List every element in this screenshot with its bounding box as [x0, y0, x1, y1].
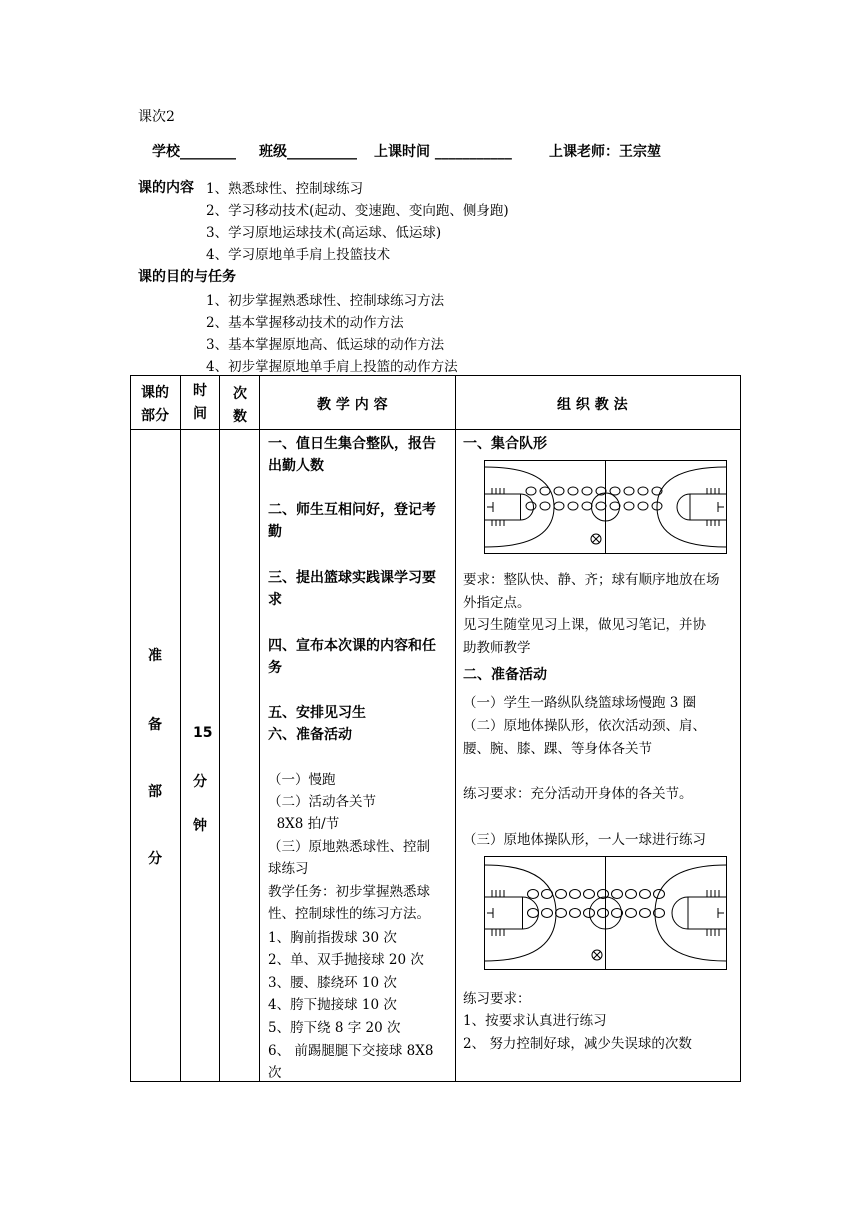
goal-item: 3、基本掌握原地高、低运球的动作方法 [206, 337, 445, 353]
goal-item: 1、初步掌握熟悉球性、控制球练习方法 [206, 293, 445, 309]
content-line: 求 [268, 592, 282, 608]
method-line: 外指定点。 [463, 595, 531, 611]
part-char: 部 [148, 784, 162, 800]
method-line: 练习要求： [463, 991, 531, 1007]
court-diagram [484, 856, 727, 970]
content-line: 6、 前踢腿腿下交接球 8X8 [268, 1043, 434, 1059]
teacher-field: 上课老师：王宗堃 [549, 144, 661, 160]
content-line: 2、单、双手抛接球 20 次 [268, 952, 424, 968]
content-line: 3、腰、膝绕环 10 次 [268, 975, 397, 991]
content-item: 1、熟悉球性、控制球练习 [206, 181, 364, 197]
time-field: 上课时间 ___________ [374, 144, 512, 160]
content-line: 三、提出篮球实践课学习要 [268, 570, 436, 586]
content-line: 5、胯下绕 8 字 20 次 [268, 1020, 401, 1036]
method-line: 要求：整队快、静、齐；球有顺序地放在场 [463, 572, 720, 588]
school-field: 学校________ [152, 144, 236, 160]
method-line: 练习要求：充分活动开身体的各关节。 [463, 786, 693, 802]
method-line: 腰、腕、膝、踝、等身体各关节 [463, 741, 652, 757]
header-method: 组 织 教 法 [557, 397, 628, 413]
content-line: 出勤人数 [268, 458, 324, 474]
time-value: 15 [193, 725, 213, 741]
content-line: （二）活动各关节 [268, 794, 376, 810]
goal-item: 4、初步掌握原地单手肩上投篮的动作方法 [206, 359, 458, 375]
method-line: 助教师教学 [463, 640, 531, 656]
content-line: 1、胸前指拨球 30 次 [268, 930, 397, 946]
method-line: 2、 努力控制好球，减少失误球的次数 [463, 1036, 692, 1052]
content-line: 二、师生互相问好，登记考 [268, 502, 436, 518]
header-part: 课的 [141, 385, 169, 401]
content-heading: 课的内容 [138, 180, 194, 196]
goal-item: 2、基本掌握移动技术的动作方法 [206, 315, 404, 331]
header-content: 教 学 内 容 [317, 397, 388, 413]
header-count: 次 [233, 386, 247, 402]
method-line: 1、按要求认真进行练习 [463, 1013, 607, 1029]
court-diagram [484, 460, 727, 554]
content-item: 2、学习移动技术(起动、变速跑、变向跑、侧身跑) [206, 203, 509, 219]
content-line: 一、值日生集合整队，报告 [268, 436, 436, 452]
content-line: 次 [268, 1065, 282, 1081]
content-item: 3、学习原地运球技术(高运球、低运球) [206, 225, 442, 241]
part-char: 备 [148, 717, 162, 733]
time-unit: 钟 [193, 818, 207, 834]
method-section-title: 二、准备活动 [463, 667, 547, 683]
time-unit: 分 [193, 774, 207, 790]
content-line: 8X8 拍/节 [268, 816, 340, 832]
content-line: （一）慢跑 [268, 772, 336, 788]
header-part: 部分 [141, 408, 169, 424]
content-line: 4、胯下抛接球 10 次 [268, 997, 397, 1013]
header-count: 数 [233, 409, 247, 425]
content-line: 五、安排见习生 [268, 705, 366, 721]
content-line: 四、宣布本次课的内容和任 [268, 638, 436, 654]
content-line: 勤 [268, 524, 282, 540]
part-char: 分 [148, 851, 162, 867]
content-line: 六、准备活动 [268, 727, 352, 743]
goals-heading: 课的目的与任务 [138, 269, 236, 285]
content-line: 球练习 [268, 861, 309, 877]
part-char: 准 [148, 648, 162, 664]
content-line: （三）原地熟悉球性、控制 [268, 839, 430, 855]
content-item: 4、学习原地单手肩上投篮技术 [206, 247, 391, 263]
method-section-title: 一、集合队形 [463, 436, 547, 452]
lesson-number: 课次2 [138, 109, 175, 125]
method-line: （三）原地体操队形，一人一球进行练习 [463, 832, 706, 848]
method-line: （一）学生一路纵队绕篮球场慢跑 3 圈 [463, 695, 697, 711]
method-line: 见习生随堂见习上课，做见习笔记，并协 [463, 617, 706, 633]
header-time: 时 [193, 383, 207, 399]
content-line: 性、控制球性的练习方法。 [268, 906, 430, 922]
content-line: 务 [268, 660, 282, 676]
content-line: 教学任务：初步掌握熟悉球 [268, 884, 430, 900]
class-field: 班级__________ [259, 144, 357, 160]
method-line: （二）原地体操队形，依次活动颈、肩、 [463, 718, 706, 734]
header-time: 间 [193, 406, 207, 422]
